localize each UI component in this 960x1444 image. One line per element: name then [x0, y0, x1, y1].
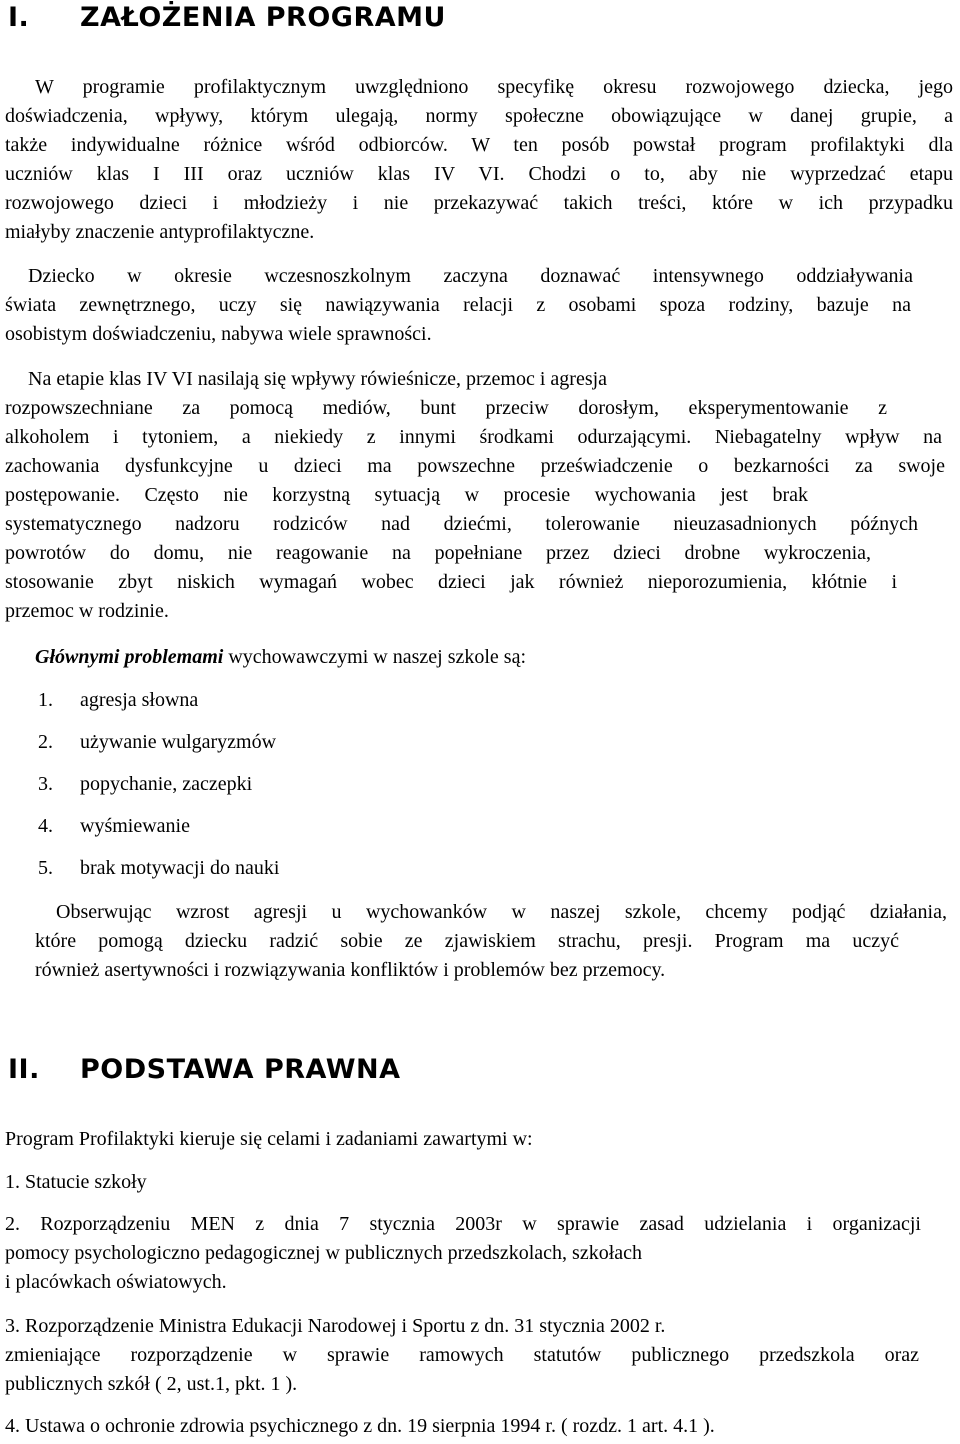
para3-line-4: zachowania dysfunkcyjne u dzieci ma powszechne przeświadczenie o bezkarności za swoje [5, 455, 945, 477]
para4-line-3: również asertywności i rozwiązywania konfliktów i problemów bez przemocy. [35, 959, 666, 981]
list-item [38, 856, 279, 880]
section-1-heading [8, 2, 446, 33]
section-1-title: ZAŁOŻENIA PROGRAMU [80, 2, 446, 33]
para1-line-6: miałyby znaczenie antyprofilaktyczne. [5, 221, 315, 243]
para3-line-9: przemoc w rodzinie. [5, 600, 169, 622]
para3-line-6: systematycznego nadzoru rodziców nad dziećmi, tolerowanie nieuzasadnionych późnych [5, 513, 918, 535]
legal-item-3-line-2: zmieniające rozporządzenie w sprawie ramowych statutów publicznego przedszkola oraz [5, 1344, 919, 1366]
list-item-text: wyśmiewanie [80, 815, 190, 837]
para1-line-2: doświadczenia, wpływy, którym ulegają, normy społeczne obowiązujące w danej grupie, a [5, 105, 953, 127]
para3-line-8: stosowanie zbyt niskich wymagań wobec dzieci jak również nieporozumienia, kłótnie i [5, 571, 897, 593]
list-item [38, 814, 190, 838]
list-item-number: 1. [38, 689, 53, 711]
para1-line-3: także indywidualne różnice wśród odbiorców. W ten posób powstał program profilaktyki dla [5, 134, 953, 156]
legal-item-2-line-3: i placówkach oświatowych. [5, 1271, 227, 1293]
list-item [38, 772, 252, 796]
section-2-number: II. [8, 1054, 40, 1085]
list-item-number: 2. [38, 731, 53, 753]
para3-line-2: rozpowszechniane za pomocą mediów, bunt przeciw dorosłym, eksperymentowanie z [5, 397, 887, 419]
section-2-title: PODSTAWA PRAWNA [80, 1054, 401, 1085]
para4-line-2: które pomogą dziecku radzić sobie ze zjawiskiem strachu, presji. Program ma uczyć [35, 930, 899, 952]
list-item-text: agresja słowna [80, 689, 199, 711]
list-item-text: używanie wulgaryzmów [80, 731, 277, 753]
problems-lead-emphasis: Głównymi problemami [35, 646, 224, 668]
problems-lead [35, 645, 526, 669]
para2-line-1: Dziecko w okresie wczesnoszkolnym zaczyna doznawać intensywnego oddziaływania [28, 265, 913, 287]
para3-line-7: powrotów do domu, nie reagowanie na popełniane przez dzieci drobne wykroczenia, [5, 542, 871, 564]
para2-line-3: osobistym doświadczeniu, nabywa wiele sprawności. [5, 323, 432, 345]
legal-item-1: 1. Statucie szkoły [5, 1171, 147, 1193]
para2-line-2: świata zewnętrznego, uczy się nawiązywania relacji z osobami spoza rodziny, bazuje na [5, 294, 911, 316]
problems-lead-rest: wychowawczymi w naszej szkole są: [223, 646, 527, 668]
para3-line-3: alkoholem i tytoniem, a niekiedy z innymi środkami odurzającymi. Niebagatelny wpływ na [5, 426, 942, 448]
legal-intro: Program Profilaktyki kieruje się celami i zadaniami zawartymi w: [5, 1128, 533, 1150]
para4-line-1: Obserwując wzrost agresji u wychowanków w naszej szkole, chcemy podjąć działania, [56, 901, 947, 923]
legal-item-3-line-1: 3. Rozporządzenie Ministra Edukacji Narodowej i Sportu z dn. 31 stycznia 2002 r. [5, 1315, 666, 1337]
list-item-number: 5. [38, 857, 53, 879]
legal-item-3-line-3: publicznych szkół ( 2, ust.1, pkt. 1 ). [5, 1373, 298, 1395]
list-item-number: 3. [38, 773, 53, 795]
legal-item-2-line-2: pomocy psychologiczno pedagogicznej w publicznych przedszkolach, szkołach [5, 1242, 643, 1264]
list-item-text: brak motywacji do nauki [80, 857, 280, 879]
list-item [38, 730, 276, 754]
legal-item-4: 4. Ustawa o ochronie zdrowia psychicznego z dn. 19 sierpnia 1994 r. ( rozdz. 1 art. 4.1 ). [5, 1415, 715, 1437]
para1-line-4: uczniów klas I III oraz uczniów klas IV VI. Chodzi o to, aby nie wyprzedzać etapu [5, 163, 953, 185]
para3-line-5: postępowanie. Często nie korzystną sytuacją w procesie wychowania jest brak [5, 484, 808, 506]
section-1-number: I. [8, 2, 30, 33]
para1-line-1: W programie profilaktycznym uwzględniono specyfikę okresu rozwojowego dziecka, jego [35, 76, 953, 98]
list-item-text: popychanie, zaczepki [80, 773, 253, 795]
para3-line-1: Na etapie klas IV VI nasilają się wpływy rówieśnicze, przemoc i agresja [28, 368, 608, 390]
para1-line-5: rozwojowego dzieci i młodzieży i nie przekazywać takich treści, które w ich przypadku [5, 192, 953, 214]
list-item-number: 4. [38, 815, 53, 837]
legal-item-2-line-1: 2. Rozporządzeniu MEN z dnia 7 stycznia 2003r w sprawie zasad udzielania i organizacji [5, 1213, 921, 1235]
section-2-heading [8, 1054, 401, 1085]
list-item [38, 688, 198, 712]
